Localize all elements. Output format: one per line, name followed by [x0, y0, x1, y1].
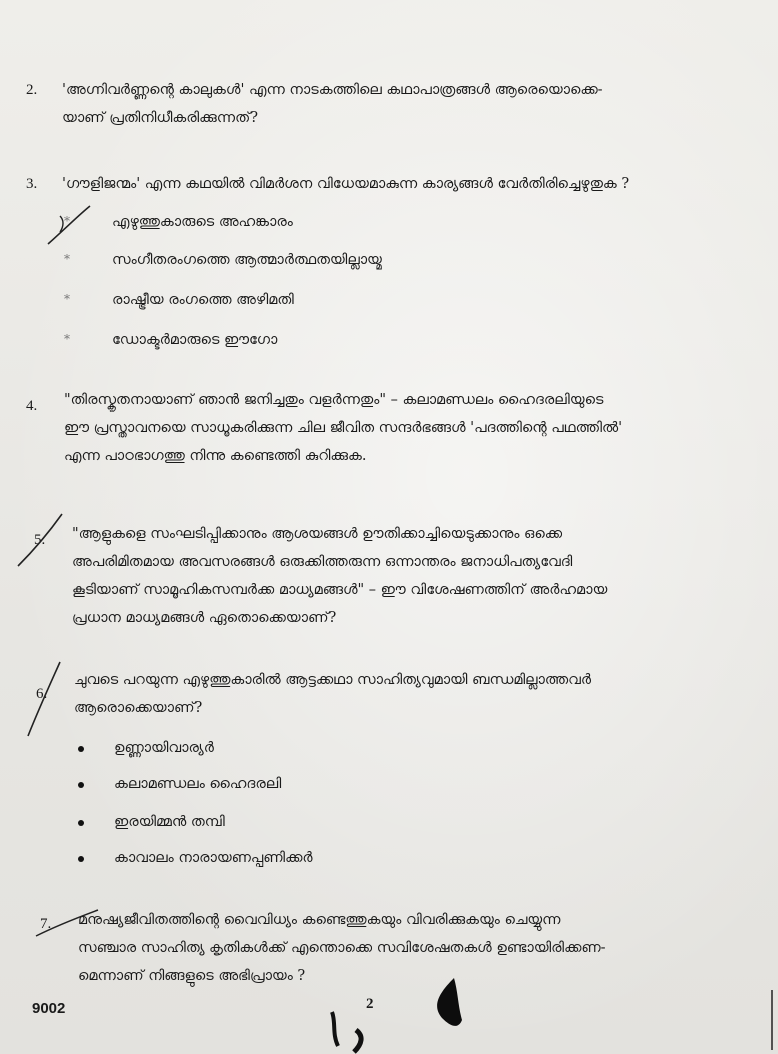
- question-text: [62, 76, 712, 132]
- question-line: "ആളുകളെ സംഘടിപ്പിക്കാനും ആശയങ്ങൾ ഊതിക്കാച്ചിയെടുക്കാനും ഒക്കെ: [72, 526, 563, 542]
- question-2: [26, 76, 746, 136]
- bullet-dot: [78, 746, 84, 752]
- question-6: [26, 666, 746, 726]
- question-number: 6.: [36, 686, 48, 702]
- option-item: കലാമണ്ഡലം ഹൈദരലി: [114, 776, 282, 792]
- question-text: [64, 386, 704, 470]
- option-item: ഡോക്ടർമാരുടെ ഈഗോ: [112, 332, 278, 348]
- question-text: [72, 520, 704, 632]
- pen-tick-mark-q3: [40, 200, 100, 250]
- question-line: അപരിമിതമായ അവസരങ്ങൾ ഒരുക്കിത്തരുന്ന ഒന്നാന്തരം ജനാധിപത്യവേദി: [72, 554, 573, 570]
- question-line: 'ഗൗളിജന്മം' എന്ന കഥയിൽ വിമർശന വിധേയമാകുന്ന കാര്യങ്ങൾ വേർതിരിച്ചെഴുതുക ?: [62, 176, 630, 192]
- question-7: [26, 906, 746, 996]
- asterisk-bullet: *: [64, 252, 70, 266]
- question-number: 4.: [26, 398, 38, 414]
- option-item: കാവാലം നാരായണപ്പണിക്കർ: [114, 850, 313, 866]
- bullet-dot: [78, 856, 84, 862]
- question-4: [26, 386, 746, 476]
- bullet-dot: [78, 782, 84, 788]
- question-number: 3.: [26, 176, 38, 192]
- margin-line-mark: [768, 990, 776, 1050]
- question-text: [78, 906, 704, 990]
- question-line: മെന്നാണ് നിങ്ങളുടെ അഭിപ്രായം ?: [78, 968, 306, 984]
- question-3: [26, 170, 746, 200]
- question-line: ഈ പ്രസ്താവനയെ സാധൂകരിക്കുന്ന ചില ജീവിത സന്ദർഭങ്ങൾ 'പദത്തിന്റെ പഥത്തിൽ': [64, 420, 623, 436]
- option-item: ഉണ്ണായിവാര്യർ: [114, 740, 214, 756]
- question-number: 5.: [34, 532, 46, 548]
- paper-code: 9002: [32, 1000, 66, 1017]
- option-item: എഴുത്തുകാരുടെ അഹങ്കാരം: [112, 214, 293, 230]
- option-item: സംഗീതരംഗത്തെ ആത്മാർത്ഥതയില്ലായ്മ: [112, 252, 382, 268]
- option-item: രാഷ്ട്രീയ രംഗത്തെ അഴിമതി: [112, 292, 294, 308]
- question-number: 7.: [40, 916, 52, 932]
- asterisk-bullet: *: [64, 332, 70, 346]
- question-text: [74, 666, 704, 722]
- question-5: [26, 520, 746, 640]
- question-line: ആരൊക്കെയാണ്?: [74, 700, 203, 716]
- asterisk-bullet: *: [64, 214, 70, 228]
- question-line: സഞ്ചാര സാഹിത്യ കൃതികൾക്ക് എന്തൊക്കെ സവിശേഷതകൾ ഉണ്ടായിരിക്കണ-: [78, 940, 606, 956]
- asterisk-bullet: *: [64, 292, 70, 306]
- page-number: 2: [366, 996, 374, 1012]
- question-line: മനുഷ്യജീവിതത്തിന്റെ വൈവിധ്യം കണ്ടെത്തുകയും വിവരിക്കുകയും ചെയ്യുന്ന: [78, 912, 561, 928]
- question-line: യാണ് പ്രതിനിധീകരിക്കുന്നത്?: [62, 110, 258, 126]
- option-item: ഇരയിമ്മൻ തമ്പി: [114, 814, 225, 830]
- question-number: 2.: [26, 82, 38, 98]
- question-text: [62, 170, 742, 198]
- question-line: കൂടിയാണ് സാമൂഹികസമ്പർക്ക മാധ്യമങ്ങൾ" – ഈ വിശേഷണത്തിന് അർഹമായ: [72, 582, 608, 598]
- question-line: ചുവടെ പറയുന്ന എഴുത്തുകാരിൽ ആട്ടക്കഥാ സാഹിത്യവുമായി ബന്ധമില്ലാത്തവർ: [74, 672, 591, 688]
- question-line: പ്രധാന മാധ്യമങ്ങൾ ഏതൊക്കെയാണ്?: [72, 610, 337, 626]
- scribble-mark: [318, 1000, 388, 1054]
- question-line: 'അഗ്നിവർണ്ണന്റെ കാലുകൾ' എന്ന നാടകത്തിലെ കഥാപാത്രങ്ങൾ ആരെയൊക്കെ-: [62, 82, 603, 98]
- question-line: "തിരസ്കൃതനായാണ് ഞാൻ ജനിച്ചതും വളർന്നതും" – കലാമണ്ഡലം ഹൈദരലിയുടെ: [64, 392, 604, 408]
- bullet-dot: [78, 820, 84, 826]
- question-line: എന്ന പാഠഭാഗത്തു നിന്നു കണ്ടെത്തി കുറിക്കുക.: [64, 448, 367, 464]
